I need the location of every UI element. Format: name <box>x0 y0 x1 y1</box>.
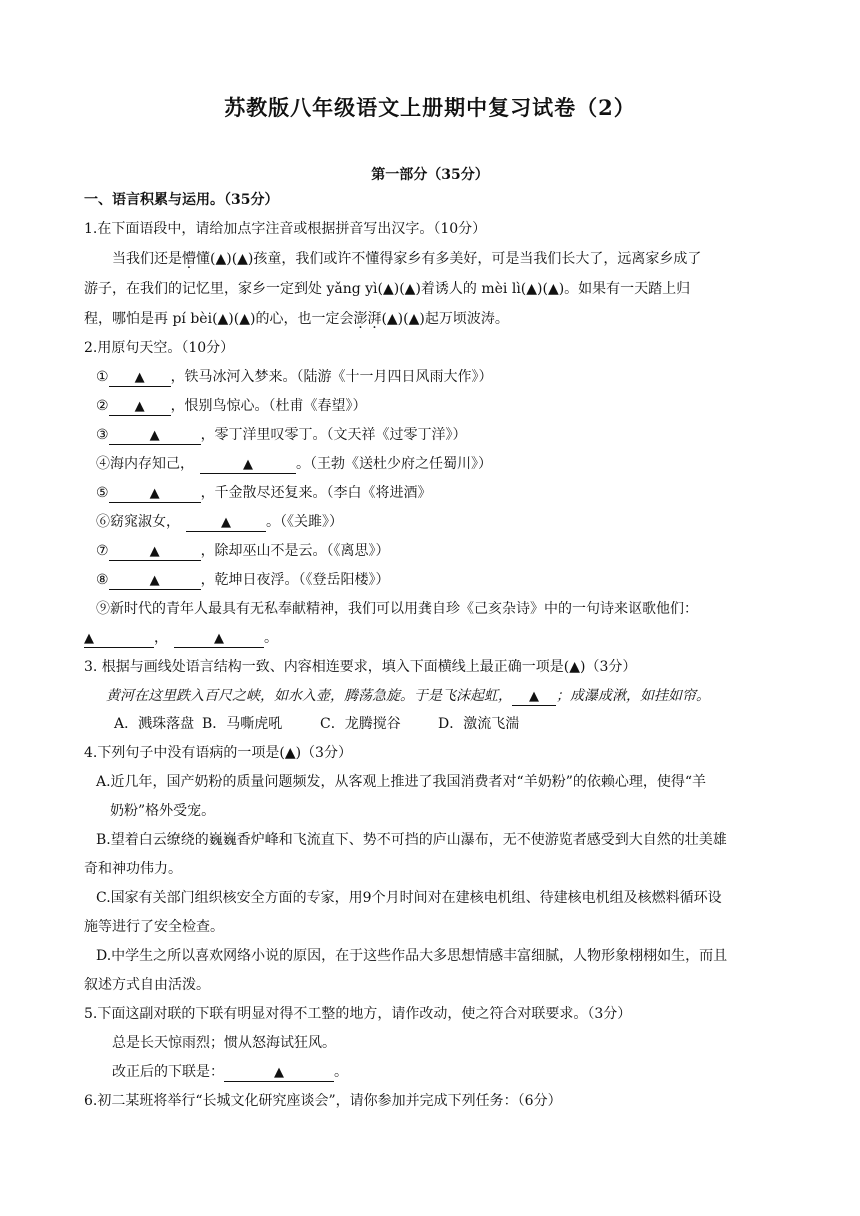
q4-option-d-line1[interactable]: D.中学生之所以喜欢网络小说的原因，在于这些作品大多思想情感丰富细腻，人物形象栩栩如生，而且 <box>96 948 728 964</box>
answer-blank[interactable] <box>84 630 154 648</box>
q2-stem: 2.用原句天空。（10分） <box>84 340 235 356</box>
item-text: 窈窕淑女， <box>110 514 180 530</box>
q2-item-5 <box>96 483 790 503</box>
q2-item-9-answer <box>84 628 790 648</box>
dotted-char: 懵 <box>182 251 196 267</box>
q1-passage-line-1 <box>112 249 790 269</box>
blank-marker: ▲ <box>149 428 160 443</box>
answer-blank[interactable] <box>512 688 556 706</box>
item-number: ⑧ <box>96 572 109 588</box>
item-text: ，铁马冰河入梦来。（陆游《十一月四日风雨大作》） <box>170 369 493 385</box>
q2-item-9: ⑨新时代的青年人最具有无私奉献精神，我们可以用龚自珍《己亥杂诗》中的一句诗来讴歌他们： <box>96 601 698 617</box>
q3-text: 黄河在这里跌入百尺之峡，如水入壶，腾荡急旋。于是飞沫起虹， <box>106 688 512 704</box>
item-text: ，乾坤日夜浮。（《登岳阳楼》） <box>200 572 390 588</box>
blank-marker: ▲ <box>221 515 231 530</box>
item-number: ⑥ <box>96 514 110 530</box>
blank-marker: ▲ <box>134 399 145 414</box>
q3-text: ；成瀑成湫，如挂如帘。 <box>556 688 710 704</box>
q3-options <box>114 714 790 734</box>
answer-blank[interactable] <box>109 369 171 387</box>
q2-item-1 <box>96 367 790 387</box>
q6-stem: 6.初二某班将举行“长城文化研究座谈会”，请你参加并完成下列任务：（6分） <box>84 1093 562 1109</box>
blank-marker: ▲ <box>149 486 160 501</box>
q1-stem: 1.在下面语段中，请给加点字注音或根据拼音写出汉字。（10分） <box>84 221 487 237</box>
option-b[interactable]: B．马嘶虎吼 <box>202 716 283 732</box>
q4-option-c-line2: 施等进行了安全检查。 <box>84 919 224 935</box>
q4-option-c-line1[interactable]: C.国家有关部门组织核安全方面的专家，用9个月时间对在建核电机组、待建核电机组及核燃料循环设 <box>96 890 722 906</box>
answer-blank[interactable] <box>109 572 201 590</box>
option-a[interactable]: A．溅珠落盘 <box>114 716 195 732</box>
blank-marker: ▲ <box>214 631 224 646</box>
item-number: ② <box>96 398 109 414</box>
answer-blank[interactable] <box>109 485 201 503</box>
item-text: ，零丁洋里叹零丁。（文天祥《过零丁洋》） <box>200 427 467 443</box>
q3-stem: 3. 根据与画线处语言结构一致、内容相连要求，填入下面横线上最正确一项是(▲)（3分） <box>84 659 637 675</box>
answer-blank[interactable] <box>109 543 201 561</box>
blank-marker: ▲ <box>274 1065 284 1080</box>
item-number: ⑦ <box>96 543 109 559</box>
q5-couplet: 总是长天惊雨烈；惯从怒海试狂风。 <box>112 1035 336 1051</box>
q3-passage <box>106 686 790 706</box>
q4-option-b-line2: 奇和神功伟力。 <box>84 861 182 877</box>
blank-marker: ▲ <box>529 689 539 704</box>
separator: 。 <box>334 1064 348 1080</box>
answer-blank[interactable] <box>109 398 171 416</box>
item-text: ，除却巫山不是云。（《离思》） <box>200 543 390 559</box>
q1-text: (▲)(▲)孩童，我们或许不懂得家乡有多美好，可是当我们长大了，远离家乡成了 <box>210 251 702 267</box>
option-d[interactable]: D．激流飞湍 <box>438 716 520 732</box>
q2-item-6 <box>96 512 790 532</box>
dotted-char: 湃 <box>367 311 382 327</box>
q1-passage-line-2: 游子，在我们的记忆里，家乡一定到处 yǎng yì(▲)(▲)着诱人的 mèi lì(▲)(▲)。如果有一天踏上归 <box>84 281 691 297</box>
q1-text: 懂 <box>196 251 210 267</box>
q1-text: (▲)(▲)起万顷波涛。 <box>381 311 509 327</box>
q2-item-3 <box>96 425 790 445</box>
q2-item-2 <box>96 396 790 416</box>
q4-option-a-line1[interactable]: A.近几年，国产奶粉的质量问题频发，从客观上推进了我国消费者对“羊奶粉”的依赖心理，使得“羊 <box>96 774 707 790</box>
item-text: 。（王勃《送杜少府之任蜀川》） <box>296 456 492 472</box>
q2-item-8 <box>96 570 790 590</box>
item-number: ⑤ <box>96 485 109 501</box>
q2-item-7 <box>96 541 790 561</box>
q1-text: 当我们还是 <box>112 251 182 267</box>
q4-stem: 4.下列句子中没有语病的一项是(▲)（3分） <box>84 745 352 761</box>
option-c[interactable]: C．龙腾搅谷 <box>320 716 401 732</box>
item-text: 海内存知己， <box>110 456 194 472</box>
page-title: 苏教版八年级语文上册期中复习试卷（2） <box>224 95 636 120</box>
q5-answer-line <box>112 1062 790 1082</box>
item-text: ，千金散尽还复来。（李白《将进酒》 <box>200 485 432 501</box>
item-number: ③ <box>96 427 109 443</box>
answer-blank[interactable] <box>186 514 266 532</box>
q2-item-4 <box>96 454 790 474</box>
answer-blank[interactable] <box>174 630 264 648</box>
answer-blank[interactable] <box>200 456 296 474</box>
blank-marker: ▲ <box>149 544 160 559</box>
separator: 。 <box>264 630 278 646</box>
q4-option-a-line2: 奶粉”格外受宠。 <box>110 803 216 819</box>
item-number: ④ <box>96 456 110 472</box>
answer-blank[interactable] <box>109 427 201 445</box>
answer-blank[interactable] <box>224 1064 334 1082</box>
blank-marker: ▲ <box>134 370 145 385</box>
blank-marker: ▲ <box>149 573 160 588</box>
section1-heading: 一、语言积累与运用。（35分） <box>84 192 279 208</box>
item-number: ① <box>96 369 109 385</box>
part-heading: 第一部分（35分） <box>371 167 489 183</box>
dotted-char: 澎 <box>353 311 368 327</box>
item-text: 。（《关雎》） <box>266 514 343 530</box>
blank-marker: ▲ <box>243 457 253 472</box>
q5-stem: 5.下面这副对联的下联有明显对得不工整的地方，请作改动，使之符合对联要求。（3分） <box>84 1006 632 1022</box>
q1-passage-line-3 <box>84 309 790 329</box>
item-text: ，恨别鸟惊心。（杜甫《春望》） <box>170 398 367 414</box>
q1-text: 程，哪怕是再 pí bèi(▲)(▲)的心，也一定会 <box>84 311 354 327</box>
separator: ， <box>154 630 168 646</box>
blank-marker: ▲ <box>84 631 94 646</box>
q4-option-b-line1[interactable]: B.望着白云缭绕的巍巍香炉峰和飞流直下、势不可挡的庐山瀑布，无不使游览者感受到大自然的壮美雄 <box>96 832 727 848</box>
answer-label: 改正后的下联是： <box>112 1064 224 1080</box>
q4-option-d-line2: 叙述方式自由活泼。 <box>84 977 210 993</box>
